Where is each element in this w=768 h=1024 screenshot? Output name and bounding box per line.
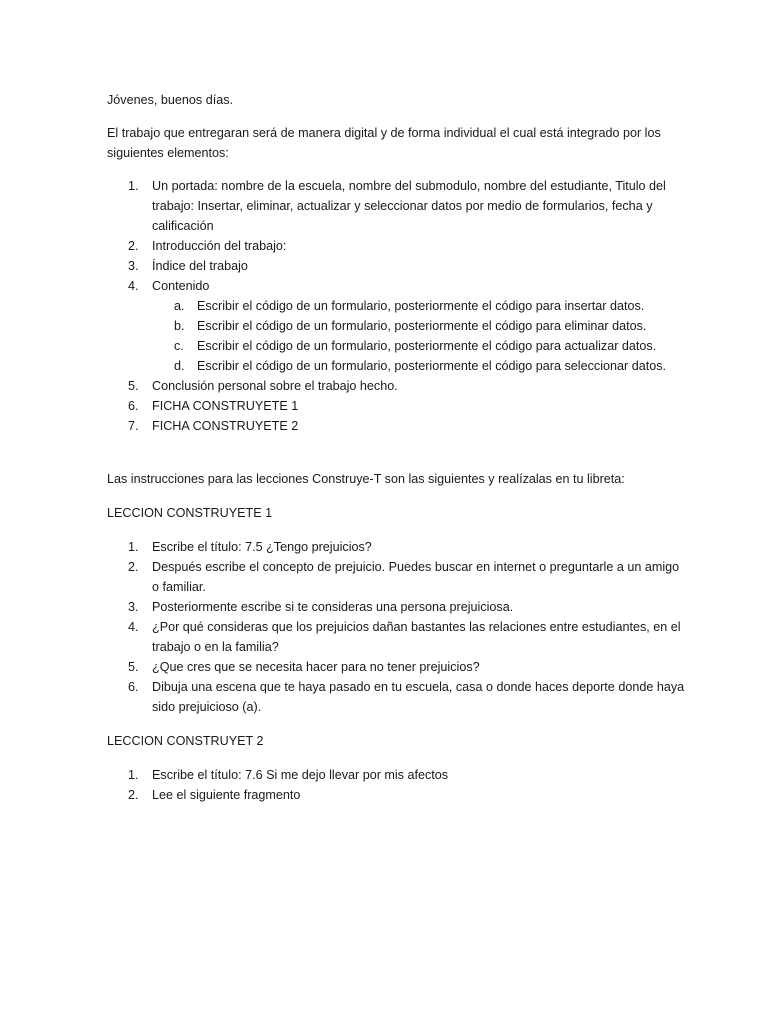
sublist-item <box>152 336 687 356</box>
sublist-item <box>152 296 687 316</box>
list-number: 2. <box>128 239 139 253</box>
list-item-text: Escribe el título: 7.6 Si me dejo llevar por mis afectos <box>152 768 449 782</box>
intro-paragraph: El trabajo que entregaran será de manera digital y de forma individual el cual está integrado por los siguientes elementos: <box>107 126 661 160</box>
list-item-text: ¿Que cres que se necesita hacer para no tener prejuicios? <box>152 660 480 674</box>
list-number: 3. <box>128 259 139 273</box>
list-item-text: Contenido <box>152 279 210 293</box>
list-item <box>107 236 687 256</box>
sublist-letter: d. <box>174 359 185 373</box>
list-item-text: FICHA CONSTRUYETE 2 <box>152 419 299 433</box>
list-item-text: ¿Por qué consideras que los prejuicios dañan bastantes las relaciones entre estudiantes, en el trabajo o en la familia? <box>152 620 681 654</box>
list-number: 3. <box>128 600 139 614</box>
list-number: 6. <box>128 680 139 694</box>
list-number: 7. <box>128 419 139 433</box>
sublist-item-text: Escribir el código de un formulario, posteriormente el código para eliminar datos. <box>197 319 647 333</box>
sublist-letter: b. <box>174 319 185 333</box>
list-number: 5. <box>128 379 139 393</box>
list-number: 4. <box>128 620 139 634</box>
spacer <box>107 717 687 731</box>
list-item-text: Conclusión personal sobre el trabajo hecho. <box>152 379 398 393</box>
list-item <box>107 376 687 396</box>
greeting-text: Jóvenes, buenos días. <box>107 93 234 107</box>
spacer <box>107 751 687 765</box>
list-item <box>107 597 687 617</box>
sublist-item-text: Escribir el código de un formulario, posteriormente el código para seleccionar datos. <box>197 359 667 373</box>
list-item <box>107 276 687 376</box>
list-number: 2. <box>128 560 139 574</box>
lesson1-list <box>107 537 687 717</box>
list-number: 5. <box>128 660 139 674</box>
sublist-letter: c. <box>174 339 184 353</box>
list-item <box>107 657 687 677</box>
lesson1-heading: LECCION CONSTRUYETE 1 <box>107 506 273 520</box>
list-number: 2. <box>128 788 139 802</box>
list-item <box>107 785 687 805</box>
sublist-item-text: Escribir el código de un formulario, posteriormente el código para insertar datos. <box>197 299 645 313</box>
content-sublist <box>152 296 687 376</box>
list-item-text: Posteriormente escribe si te consideras una persona prejuiciosa. <box>152 600 514 614</box>
sublist-item-text: Escribir el código de un formulario, posteriormente el código para actualizar datos. <box>197 339 657 353</box>
list-item <box>107 557 687 597</box>
list-number: 4. <box>128 279 139 293</box>
list-item <box>107 677 687 717</box>
list-number: 1. <box>128 179 139 193</box>
list-item-text: Lee el siguiente fragmento <box>152 788 301 802</box>
list-item <box>107 416 687 436</box>
list-item-text: Después escribe el concepto de prejuicio. Puedes buscar en internet o preguntarle a un amigo o familiar. <box>152 560 680 594</box>
document-page <box>107 90 687 805</box>
list-item-text: Escribe el título: 7.5 ¿Tengo prejuicios? <box>152 540 372 554</box>
spacer <box>107 436 687 469</box>
list-item <box>107 176 687 236</box>
lesson2-list <box>107 765 687 805</box>
spacer <box>107 489 687 503</box>
list-number: 1. <box>128 768 139 782</box>
list-item <box>107 617 687 657</box>
list-item-text: Dibuja una escena que te haya pasado en tu escuela, casa o donde haces deporte donde haya sido prejuicioso (a). <box>152 680 685 714</box>
list-item-text: Índice del trabajo <box>152 259 248 273</box>
list-item-text: FICHA CONSTRUYETE 1 <box>152 399 299 413</box>
elements-list <box>107 176 687 436</box>
list-item <box>107 765 687 785</box>
list-item-text: Un portada: nombre de la escuela, nombre del submodulo, nombre del estudiante, Titulo del trabajo: Insertar, eliminar, actualizar y seleccionar datos por medio de formularios, fecha y calificación <box>152 179 666 233</box>
spacer <box>107 523 687 537</box>
lesson2-heading: LECCION CONSTRUYET 2 <box>107 734 264 748</box>
instructions-paragraph: Las instrucciones para las lecciones Construye-T son las siguientes y realízalas en tu libreta: <box>107 472 625 486</box>
list-item-text: Introducción del trabajo: <box>152 239 287 253</box>
list-item <box>107 256 687 276</box>
list-number: 6. <box>128 399 139 413</box>
list-number: 1. <box>128 540 139 554</box>
list-item <box>107 396 687 416</box>
list-item <box>107 537 687 557</box>
sublist-item <box>152 316 687 336</box>
sublist-letter: a. <box>174 299 185 313</box>
sublist-item <box>152 356 687 376</box>
